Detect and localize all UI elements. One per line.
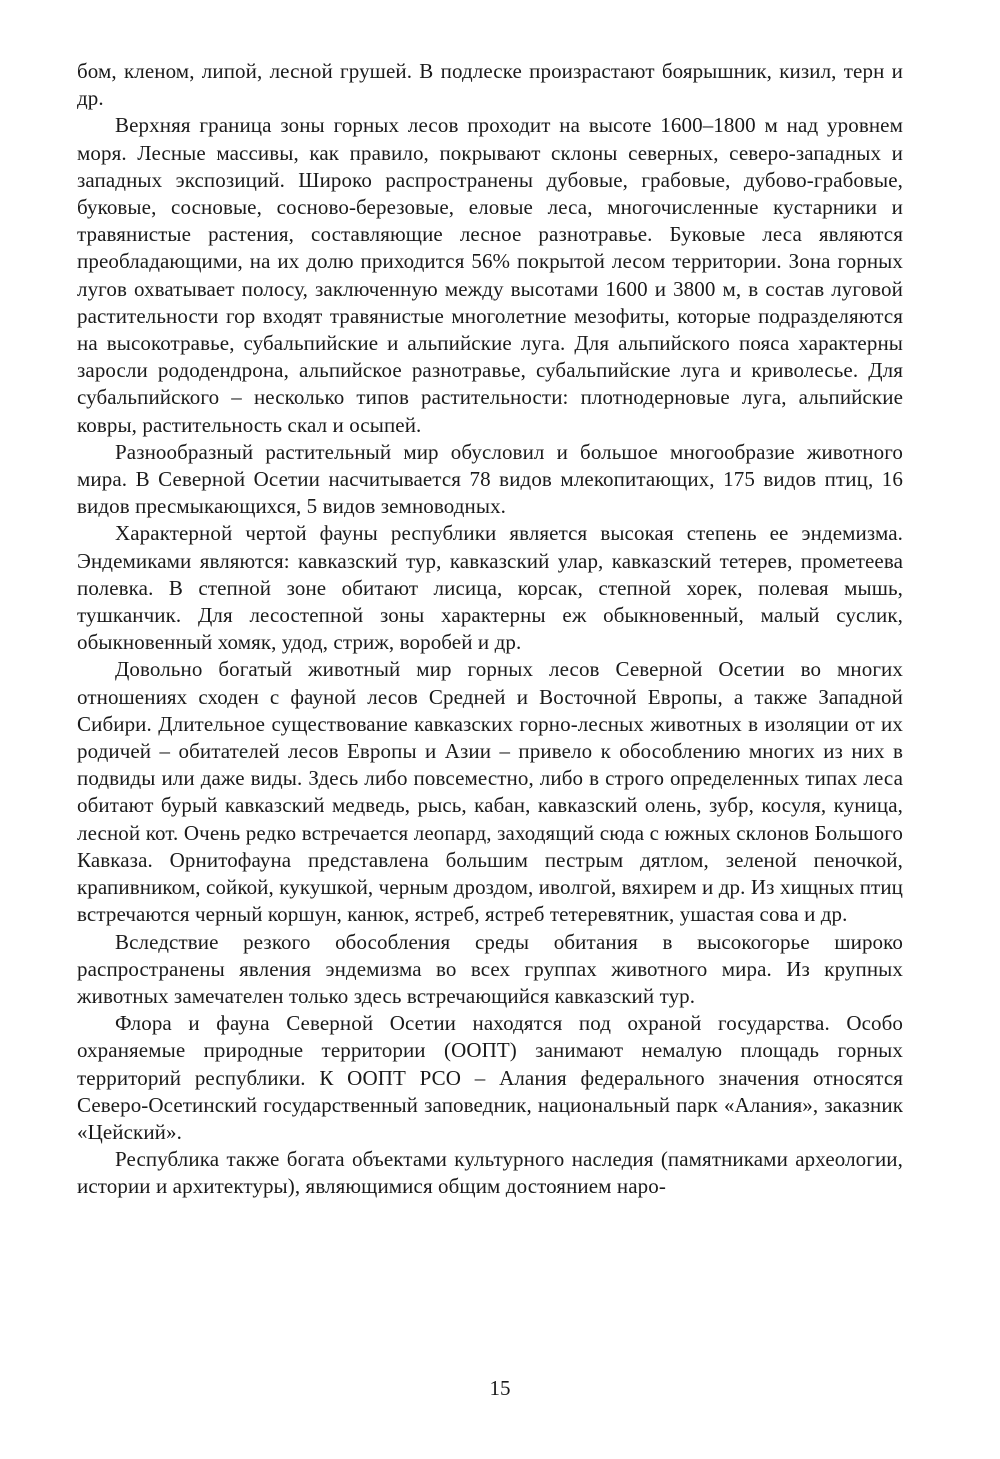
paragraph-forest-zone: Верхняя граница зоны горных лесов проходит на высоте 1600–1800 м над уровнем моря. Лесные массивы, как правило, покрывают склоны северных, северо-западных и западных экспозиций. Широко распространены дубовые, грабовые, дубово-грабовые, буковые, сосновые, сосново-березовые, еловые леса, многочисленные кустарники и травянистые растения, составляющие лесное разнотравье. Буковые леса являются преобладающими, на их долю приходится 56% покрытой лесом территории. Зона горных лугов охватывает полосу, заключенную между высотами 1600 и 3800 м, в состав луговой растительности гор входят травянистые многолетние мезофиты, которые подразделяются на высокотравье, субальпийские и альпийские луга. Для альпийского пояса характерны заросли рододендрона, альпийское разнотравье, субальпийские луга и криволесье. Для субальпийского – несколько типов растительности: плотнодерновые луга, альпийские ковры, растительность скал и осыпей.	[77, 113, 903, 437]
paragraph-fauna-diversity: Разнообразный растительный мир обусловил и большое многообразие животного мира. В Северной Осетии насчитывается 78 видов млекопитающих, 175 видов птиц, 16 видов пресмыкающихся, 5 видов земноводных.	[77, 439, 903, 519]
paragraph-cultural-heritage: Республика также богата объектами культурного наследия (памятниками археологии, истории и архитектуры), являющимися общим достоянием наро-	[77, 1147, 903, 1199]
paragraph-continuation: бом, кленом, липой, лесной грушей. В подлеске произрастают боярышник, кизил, терн и др.	[77, 59, 903, 111]
paragraph-protected-areas: Флора и фауна Северной Осетии находятся под охраной государства. Особо охраняемые природные территории (ООПТ) занимают немалую площадь горных территорий республики. К ООПТ РСО – Алания федерального значения относятся Северо-Осетинский государственный заповедник, национальный парк «Алания», заказник «Цейский».	[77, 1011, 903, 1144]
paragraph-mountain-forest-fauna: Довольно богатый животный мир горных лесов Северной Осетии во многих отношениях сходен с фауной лесов Средней и Восточной Европы, а также Западной Сибири. Длительное существование кавказских горно-лесных животных в изоляции от их родичей – обитателей лесов Европы и Азии – привело к обособлению многих из них в подвиды или даже виды. Здесь либо повсеместно, либо в строго определенных типах леса обитают бурый кавказский медведь, рысь, кабан, кавказский олень, зубр, косуля, куница, лесной кот. Очень редко встречается леопард, заходящий сюда с южных склонов Большого Кавказа. Орнитофауна представлена большим пестрым дятлом, зеленой пеночкой, крапивником, сойкой, кукушкой, черным дроздом, иволгой, вяхирем и др. Из хищных птиц встречаются черный коршун, канюк, ястреб, ястреб тетеревятник, ушастая сова и др.	[77, 657, 903, 927]
page-number: 15	[489, 1376, 511, 1400]
body-text	[77, 58, 903, 1201]
paragraph-highland-endemism: Вследствие резкого обособления среды обитания в высокогорье широко распространены явления эндемизма во всех группах животного мира. Из крупных животных замечателен только здесь встречающийся кавказский тур.	[77, 929, 903, 1008]
paragraph-endemism: Характерной чертой фауны республики является высокая степень ее эндемизма. Эндемиками являются: кавказский тур, кавказский улар, кавказский тетерев, прометеева полевка. В степной зоне обитают лисица, корсак, степной хорек, полевая мышь, тушканчик. Для лесостепной зоны характерны еж обыкновенный, малый суслик, обыкновенный хомяк, удод, стриж, воробей и др.	[77, 521, 903, 655]
